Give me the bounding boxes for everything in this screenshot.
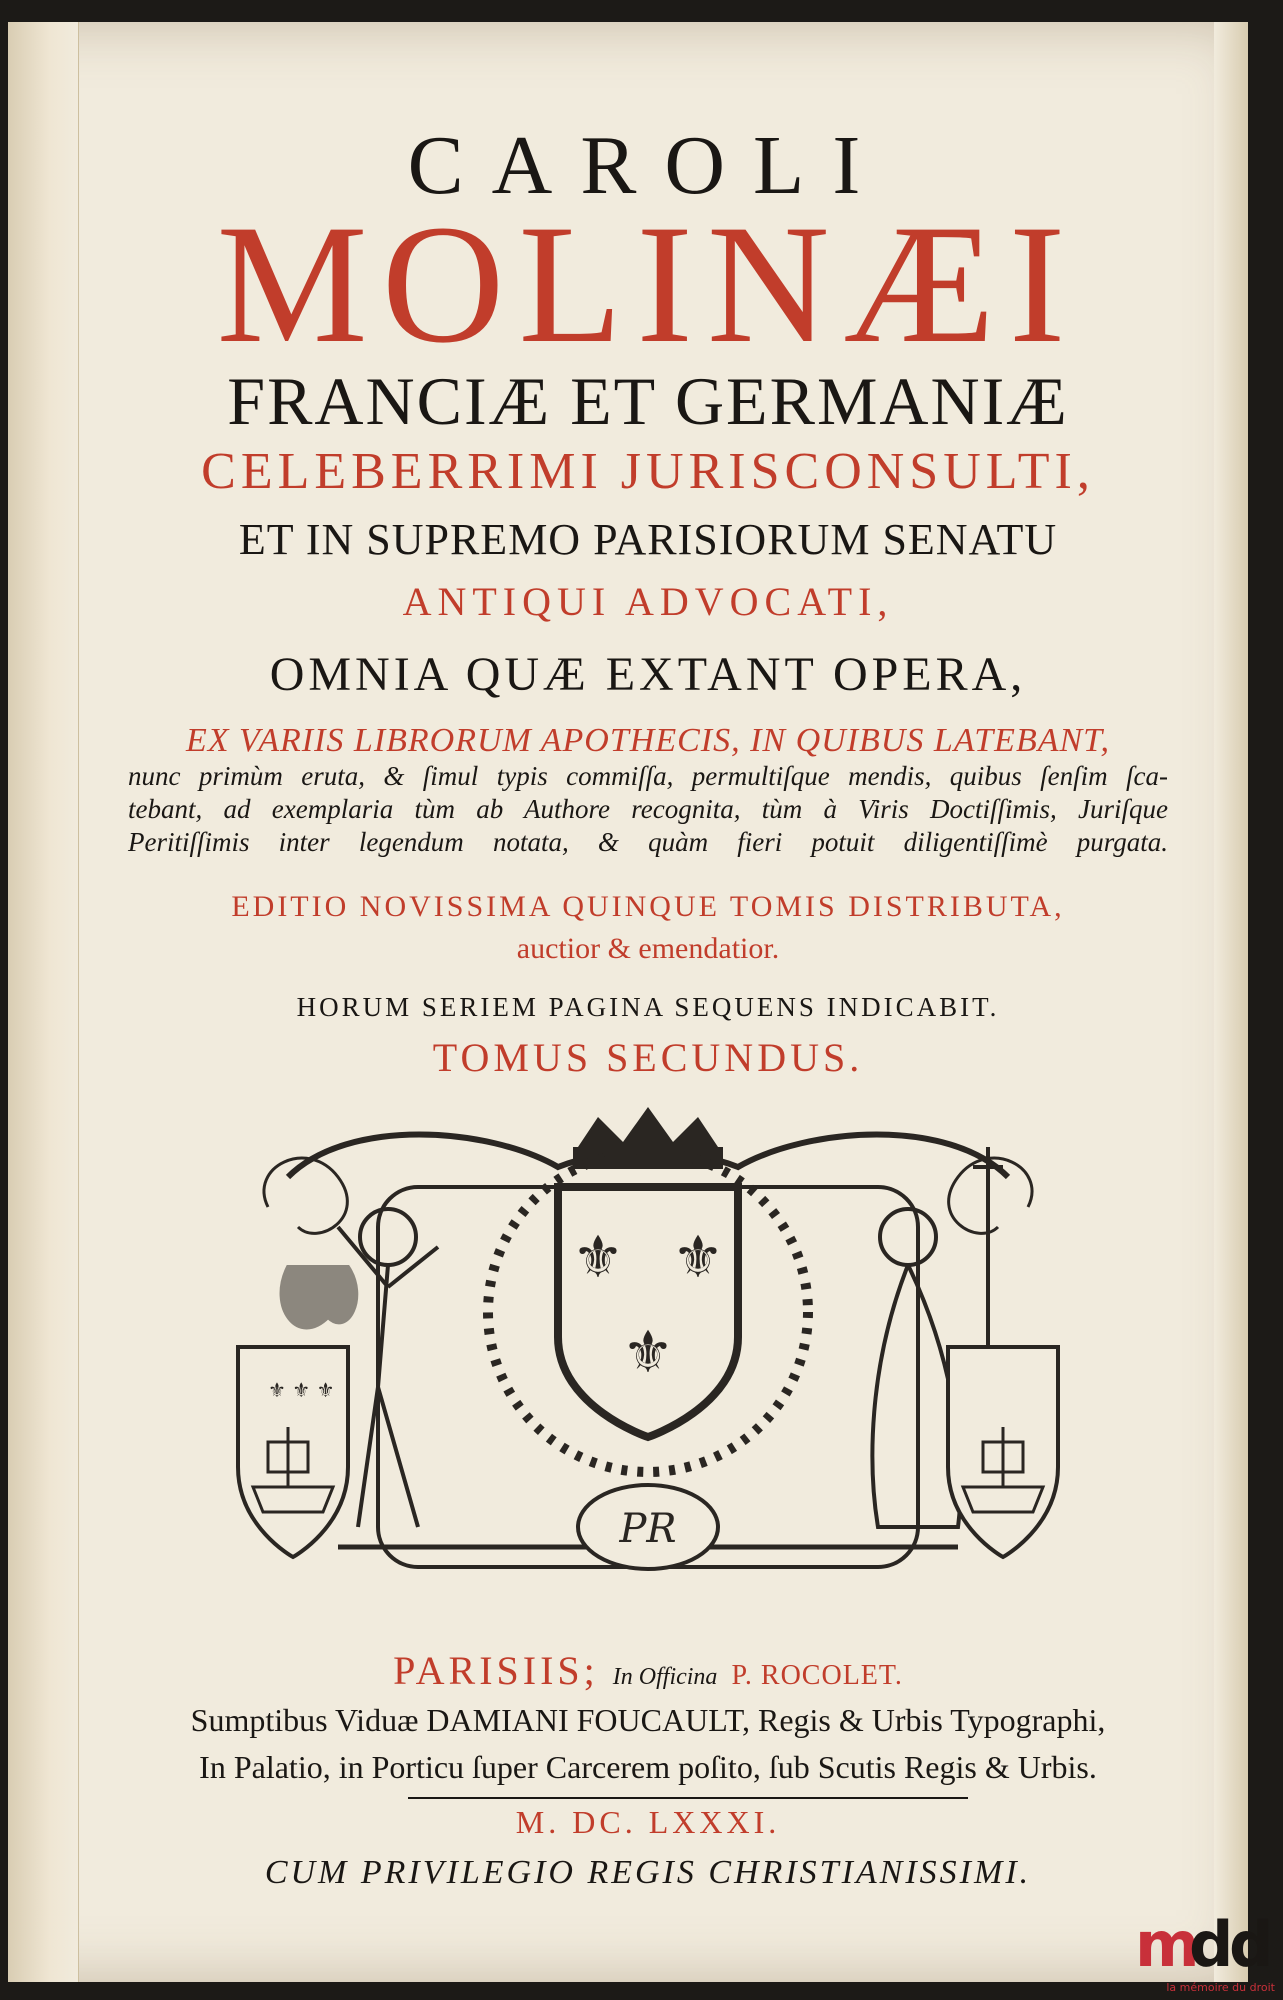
- royal-privilege: CUM PRIVILEGIO REGIS CHRISTIANISSIMI.: [264, 1854, 1032, 1891]
- title-celeberrimi: CELEBERRIMI JURISCONSULTI,: [201, 443, 1095, 500]
- shield-fleur-de-lis-icon: [488, 1152, 808, 1472]
- title-senatu: ET IN SUPREMO PARISIORUM SENATU: [238, 515, 1058, 564]
- title-franciae: FRANCIÆ ET GERMANIÆ: [227, 363, 1069, 439]
- edition-line-1: EDITIO NOVISSIMA QUINQUE TOMIS DISTRIBUTA,: [231, 890, 1065, 923]
- svg-text:m: m: [1135, 1908, 1200, 1981]
- monogram-cartouche: [578, 1485, 718, 1569]
- title-advocati: ANTIQUI ADVOCATI,: [402, 579, 894, 624]
- crown-icon: [573, 1107, 723, 1169]
- book-gutter: [8, 22, 79, 1982]
- imprint-year: M. DC. LXXXI.: [515, 1804, 781, 1840]
- imprint-rule: [408, 1797, 968, 1799]
- description-block: [128, 722, 1168, 859]
- mdd-tagline: la mémoire du droit: [1166, 1981, 1275, 1994]
- description-line-1: EX VARIIS LIBRORUM APOTHECIS, IN QUIBUS LATEBANT,: [185, 722, 1111, 759]
- page-edge: [1214, 22, 1248, 1982]
- svg-text:⚜: ⚜: [622, 1318, 674, 1386]
- royal-arms-woodcut: [228, 1107, 1068, 1607]
- svg-text:d: d: [1189, 1908, 1234, 1981]
- edition-line-2: auctior & emendatior.: [516, 932, 780, 965]
- imprint-officina: In Officina: [612, 1664, 718, 1690]
- imprint-printer: P. ROCOLET.: [731, 1660, 903, 1691]
- description-line-4: Peritiſſimis inter legendum notata, & quàm fieri potuit diligentiſſimè purgata.: [128, 827, 1168, 857]
- volume-title: TOMUS SECUNDUS.: [432, 1035, 864, 1080]
- imprint-place: [128, 1647, 1168, 1694]
- title-opera: OMNIA QUÆ EXTANT OPERA,: [269, 648, 1027, 701]
- right-ship-shield-icon: [948, 1347, 1058, 1557]
- svg-text:⚜: ⚜: [672, 1223, 724, 1291]
- imprint-sumptibus: Sumptibus Viduæ DAMIANI FOUCAULT, Regis & Urbis Typographi,: [190, 1702, 1106, 1738]
- series-note: HORUM SERIEM PAGINA SEQUENS INDICABIT.: [296, 992, 1000, 1022]
- svg-text:d: d: [1229, 1908, 1274, 1981]
- title-molinaei: MOLINÆI: [216, 190, 1080, 378]
- description-line-3: tebant, ad exemplaria tùm ab Authore recognita, tùm à Viris Doctiſſimis, Juriſque: [128, 794, 1168, 824]
- description-line-2: nunc primùm eruta, & ſimul typis commiſſa, permultiſque mendis, quibus ſenſim ſca-: [128, 761, 1168, 791]
- imprint-palatio: In Palatio, in Porticu ſuper Carcerem poſito, ſub Scutis Regis & Urbis.: [199, 1749, 1097, 1785]
- title-caroli: CAROLI: [407, 119, 889, 212]
- svg-text:⚜ ⚜ ⚜: ⚜ ⚜ ⚜: [268, 1378, 335, 1402]
- svg-text:PR: PR: [619, 1506, 677, 1552]
- left-ship-shield-icon: [238, 1347, 348, 1557]
- title-page: [8, 22, 1248, 1982]
- imprint-city: PARISIIS;: [393, 1648, 599, 1693]
- svg-text:⚜: ⚜: [572, 1223, 624, 1291]
